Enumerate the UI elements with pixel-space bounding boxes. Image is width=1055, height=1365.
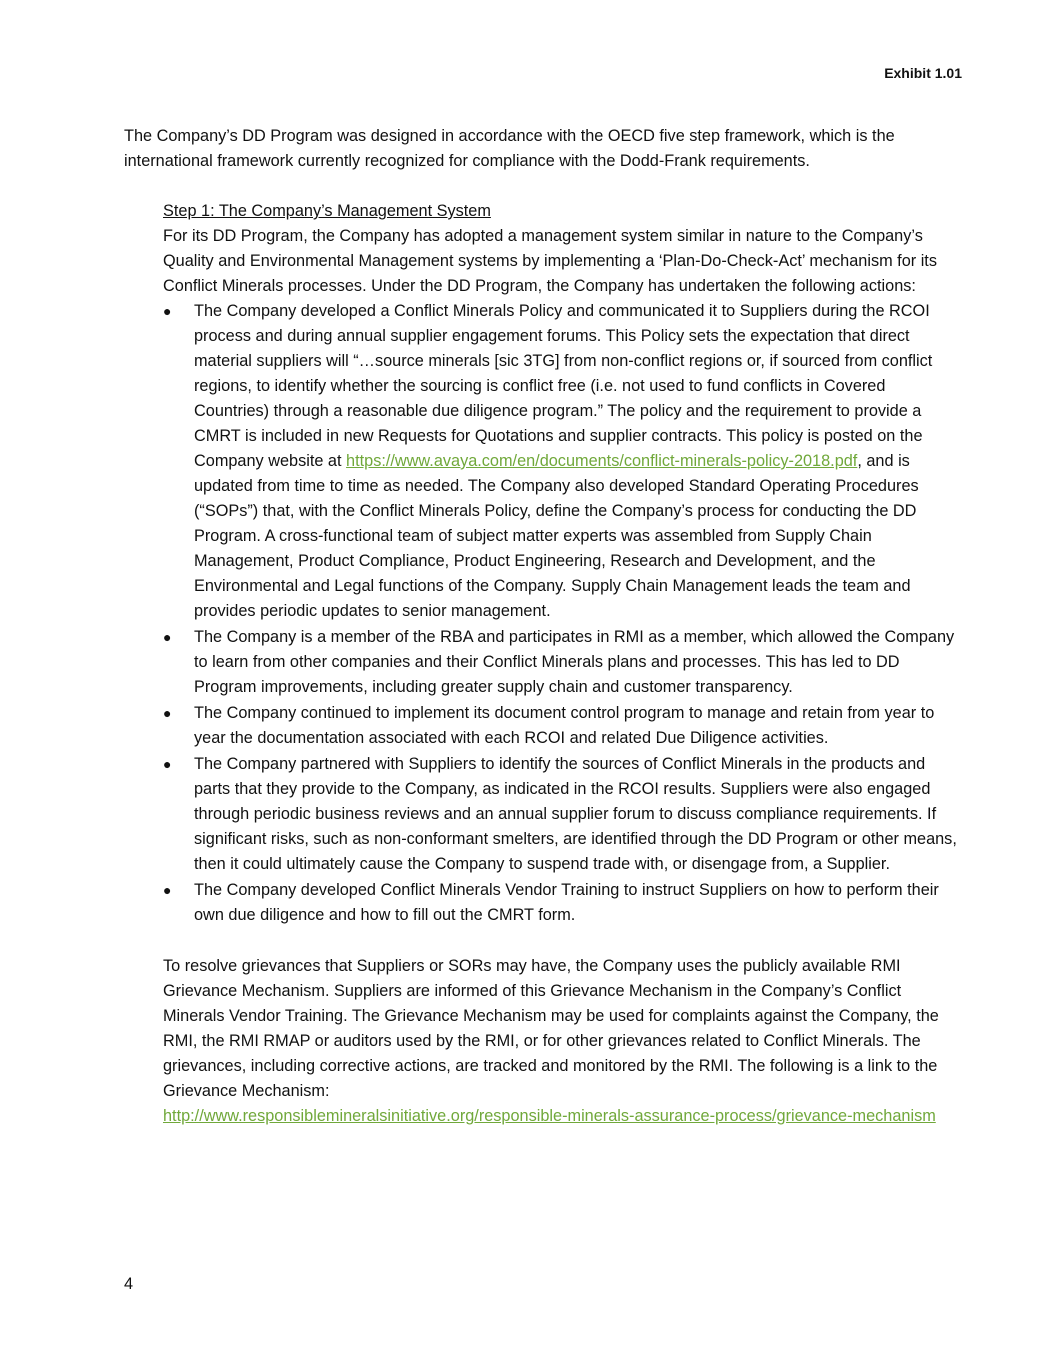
grievance-text: To resolve grievances that Suppliers or SORs may have, the Company uses the publicly available RMI Grievance Mechanism. Suppliers are informed of this Grievance Mechanism in the Company’s Conflict Minerals Vendor Training. The Grievance Mechanism may be used for complaints against the Company, the RMI, the RMI RMAP or auditors used by the RMI, or for other grievances related to Conflict Minerals. The grievances, including corrective actions, are tracked and monitored by the RMI. The following is a link to the Grievance Mechanism: <box>163 957 939 1100</box>
list-item <box>163 701 965 751</box>
list-item <box>163 878 965 928</box>
step1-section <box>163 199 965 1129</box>
grievance-mechanism-link[interactable]: http://www.responsiblemineralsinitiative.org/responsible-minerals-assurance-process/grievance-mechanism <box>163 1107 936 1125</box>
step1-lead-paragraph: For its DD Program, the Company has adopted a management system similar in nature to the Company’s Quality and Environmental Management systems by implementing a ‘Plan-Do-Check-Act’ mechanism for its Conflict Minerals processes. Under the DD Program, the Company has undertaken the following actions: <box>163 227 937 295</box>
step1-heading: Step 1: The Company’s Management System <box>163 202 491 220</box>
bullet-icon: ● <box>163 756 172 772</box>
bullet-text-vendor-training: The Company developed Conflict Minerals Vendor Training to instruct Suppliers on how to perform their own due diligence and how to fill out the CMRT form. <box>194 881 939 924</box>
bullet-icon: ● <box>163 629 172 645</box>
intro-paragraph: The Company’s DD Program was designed in accordance with the OECD five step framework, which is the international framework currently recognized for compliance with the Dodd-Frank requirements. <box>124 127 895 170</box>
actions-list <box>163 299 965 928</box>
exhibit-label: Exhibit 1.01 <box>884 65 962 81</box>
bullet-icon: ● <box>163 705 172 721</box>
bullet-icon: ● <box>163 303 172 319</box>
bullet-text-supplier-partnership: The Company partnered with Suppliers to identify the sources of Conflict Minerals in the products and parts that they provide to the Company, as indicated in the RCOI results. Suppliers were also engaged through periodic business reviews and an annual supplier forum to discuss compliance requirements. If significant risks, such as non-conformant smelters, are identified through the DD Program or other means, then it could ultimately cause the Company to suspend trade with, or disengage from, a Supplier. <box>194 755 957 873</box>
bullet-icon: ● <box>163 882 172 898</box>
grievance-paragraph <box>163 954 965 1129</box>
list-item <box>163 752 965 877</box>
bullet-text-rba-membership: The Company is a member of the RBA and participates in RMI as a member, which allowed the Company to learn from other companies and their Conflict Minerals plans and processes. This has led to DD Program improvements, including greater supply chain and customer transparency. <box>194 628 955 696</box>
list-item <box>163 299 965 624</box>
page-number: 4 <box>124 1275 134 1293</box>
bullet-text-policy-end: , and is updated from time to time as needed. The Company also developed Standard Operating Procedures (“SOPs”) that, with the Conflict Minerals Policy, define the Company’s process for conducting the DD Program. A cross-functional team of subject matter experts was assembled from Supply Chain Management, Product Compliance, Product Engineering, Research and Development, and the Environmental and Legal functions of the Company. Supply Chain Management leads the team and provides periodic updates to senior management. <box>194 452 919 620</box>
conflict-minerals-policy-link[interactable]: https://www.avaya.com/en/documents/conflict-minerals-policy-2018.pdf <box>346 452 858 470</box>
spacer <box>163 929 965 954</box>
list-item <box>163 625 965 700</box>
bullet-text-document-control: The Company continued to implement its document control program to manage and retain from year to year the documentation associated with each RCOI and related Due Diligence activities. <box>194 704 935 747</box>
bullet-text-policy-start: The Company developed a Conflict Minerals Policy and communicated it to Suppliers during the RCOI process and during annual supplier engagement forums. This Policy sets the expectation that direct material suppliers will “…source minerals [sic 3TG] from non-conflict regions or, if sourced from conflict regions, to identify whether the sourcing is conflict free (i.e. not used to fund conflicts in Covered Countries) through a reasonable due diligence program.” The policy and the requirement to provide a CMRT is included in new Requests for Quotations and supplier contracts. This policy is posted on the Company website at <box>194 302 933 470</box>
